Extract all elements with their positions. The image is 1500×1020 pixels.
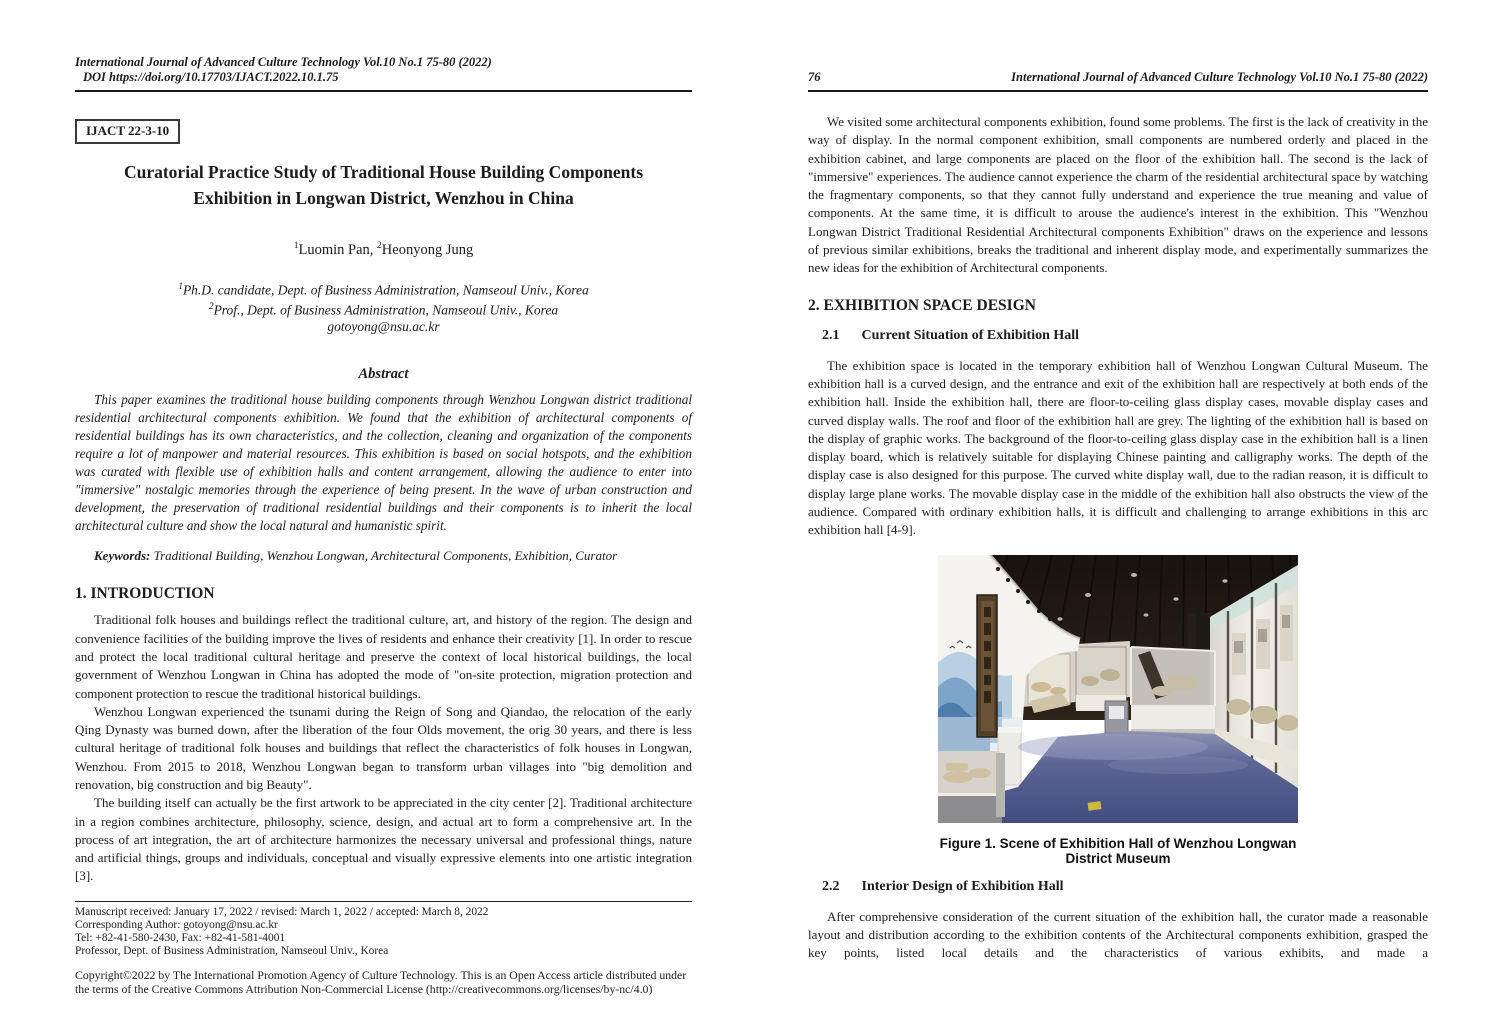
subsection-2-1-number: 2.1 — [822, 327, 840, 343]
paper-title — [75, 159, 692, 211]
subsection-2-2-number: 2.2 — [822, 878, 840, 894]
article-id-badge: IJACT 22-3-10 — [75, 119, 180, 144]
subsection-2-2-title: Interior Design of Exhibition Hall — [861, 878, 1064, 894]
paper-title-line1: Curatorial Practice Study of Traditional House Building Components — [123, 162, 644, 182]
affiliation-line1 — [75, 279, 692, 299]
body-paragraph-interior-design: After comprehensive consideration of the current situation of the exhibition hall, the curator made a reasonable layout and distribution according to the exhibition contents of the Architectural components exhibition, grasped the key points, listed local details and the characteristics of various exhibits, and made a — [808, 908, 1428, 961]
exhibition-hall-photo — [938, 555, 1298, 823]
journal-header — [75, 55, 692, 85]
running-head-row — [808, 70, 1428, 85]
figure-1 — [938, 555, 1298, 866]
doi-line: DOI https://doi.org/10.17703/IJACT.2022.10.1.75 — [83, 70, 339, 84]
body-paragraph-current-situation: The exhibition space is located in the temporary exhibition hall of Wenzhou Longwan Cultural Museum. The exhibition hall is a curved design, and the entrance and exit of the exhibition hall are respectively at both ends of the exhibition hall. Inside the exhibition hall, there are floor-to-ceiling glass display cases, movable display cases and curved display walls. The roof and floor of the exhibition hall are grey. The lighting of the exhibition hall is based on the display of graphic works. The background of the floor-to-ceiling glass display case in the exhibition hall is a linen display board, which is relatively suitable for displaying Chinese painting and calligraphy works. The depth of the display case is also designed for this purpose. The curved white display wall, due to the radian reason, it is difficult to display large plane works. The movable display case in the middle of the exhibition hall also obstructs the view of the audience. Compared with ordinary exhibition halls, it is difficult and challenging to arrange exhibitions in this arc exhibition hall [4-9]. — [808, 357, 1428, 538]
intro-paragraph-1: Traditional folk houses and buildings reflect the traditional culture, art, and history of the region. The design and convenience facilities of the building improve the lives of residents and enhance their creativity [1]. In order to rescue and protect the local traditional cultural heritage and preserve the context of local historical buildings, the local government of Wenzhou Longwan in China has adopted the mode of "on-site protection, migration protection and component protection to rescue the traditional historical buildings. — [75, 612, 692, 701]
section-heading-exhibition-space: 2. EXHIBITION SPACE DESIGN — [808, 296, 1036, 314]
affiliation1-superscript: 1 — [178, 281, 183, 292]
intro-paragraph-2: Wenzhou Longwan experienced the tsunami during the Reign of Song and Qiandao, the relocation of the early Qing Dynasty was burned down, after the liberation of the four Olds movement, the orig 30 years, and there is less cultural heritage of traditional folk houses and buildings that reflect the characteristics of folk houses in Longwan, Wenzhou. From 2015 to 2018, Wenzhou Longwan began to transform urban villages into "big demolition and renovation, big construction and big Beauty". — [75, 703, 692, 792]
authors-line — [75, 241, 692, 259]
subsection-2-1 — [822, 328, 1428, 344]
author1-name: Luomin Pan, — [298, 241, 378, 258]
page-right — [808, 0, 1428, 963]
running-head-journal: International Journal of Advanced Culture Technology Vol.10 No.1 75-80 (2022) — [1011, 70, 1428, 84]
affiliation-block — [75, 279, 692, 336]
section-heading-introduction: 1. INTRODUCTION — [75, 585, 215, 603]
footnote-rule — [75, 901, 692, 902]
affiliation2-superscript: 2 — [208, 301, 214, 312]
page-number: 76 — [808, 70, 821, 84]
keywords-line — [75, 548, 692, 564]
paper-title-line2: Exhibition in Longwan District, Wenzhou in China — [193, 188, 574, 208]
keywords-label: Keywords: — [94, 548, 151, 564]
affiliation-line2 — [75, 299, 692, 319]
author2-superscript: 2 — [377, 241, 382, 251]
page-left — [75, 0, 692, 996]
body-paragraph-problems: We visited some architectural components exhibition, found some problems. The first is the lack of creativity in the way of display. In the normal component exhibition, small components are numbered orderly and placed in the exhibition cabinet, and large components are placed on the floor of the exhibition hall. The second is the lack of "immersive" experiences. The audience cannot experience the charm of the residential architectural space by watching the fragmentary components, so that they cannot fully understand and experience the true meaning and value of components. At the same time, it is difficult to arouse the audience's interest in the exhibition. This "Wenzhou Longwan District Traditional Residential Architectural components Exhibition" draws on the experience and lessons of previous similar exhibitions, breaks the traditional and inherent display mode, and experimentally summarizes the new ideas for the exhibition of Architectural components. — [808, 114, 1428, 276]
footnote-position: Professor, Dept. of Business Administration, Namseoul Univ., Korea — [75, 945, 389, 958]
author2-name: Heonyong Jung — [381, 241, 474, 258]
subsection-2-1-title: Current Situation of Exhibition Hall — [861, 327, 1080, 343]
copyright-notice: Copyright©2022 by The International Promotion Agency of Culture Technology. This is an Open Access article distributed under the terms of the Creative Commons Attribution Non-Commercial License (http://creativecommons.org/licenses/by-nc/4.0) — [75, 967, 687, 996]
affiliation1-text: Ph.D. candidate, Dept. of Business Administration, Namseoul Univ., Korea — [182, 282, 589, 298]
figure-caption: Figure 1. Scene of Exhibition Hall of Wenzhou Longwan District Museum — [939, 835, 1297, 866]
intro-paragraph-3: The building itself can actually be the first artwork to be appreciated in the city center [2]. Traditional architecture in a region combines architecture, philosophy, science, design, and actual art to form a comprehensive art. In the process of art integration, the art of architecture harmonizes the necessary universal and professional things, nature and artificial things, groups and individuals, conceptual and visually expressive elements into one artistic integration [3]. — [75, 795, 692, 884]
abstract-heading: Abstract — [358, 366, 409, 383]
author-email: gotoyong@nsu.ac.kr — [327, 318, 440, 334]
keywords-text: Traditional Building, Wenzhou Longwan, Architectural Components, Exhibition, Curator — [150, 548, 618, 564]
affiliation2-text: Prof., Dept. of Business Administration, Namseoul Univ., Korea — [213, 302, 559, 318]
footnote-corresponding-author: Corresponding Author: gotoyong@nsu.ac.kr — [75, 918, 278, 931]
journal-title-line: International Journal of Advanced Culture Technology Vol.10 No.1 75-80 (2022) — [75, 55, 492, 69]
header-rule — [75, 90, 692, 92]
author1-superscript: 1 — [293, 241, 299, 251]
footnote-block — [75, 906, 692, 959]
subsection-2-2 — [822, 879, 1428, 895]
footnote-received: Manuscript received: January 17, 2022 / revised: March 1, 2022 / accepted: March 8, 2022 — [75, 905, 489, 918]
abstract-text: This paper examines the traditional house building components through Wenzhou Longwan district traditional residential architectural components exhibition. We found that the exhibition of architectural components of residential buildings has its own characteristics, and the collection, cleaning and organization of the components require a lot of manpower and material resources. This exhibition is based on social hotspots, and the exhibition was curated with flexible use of exhibition halls and content arrangement, allowing the audience to enter into "immersive" nostalgic memories through the experience of being present. In the wave of urban construction and development, the preservation of traditional residential buildings and their components is to inherit the local architectural culture and show the local natural and humanistic spirit. — [75, 392, 692, 534]
footnote-tel-fax: Tel: +82-41-580-2430, Fax: +82-41-581-4001 — [75, 932, 286, 945]
header-rule-right — [808, 90, 1428, 92]
